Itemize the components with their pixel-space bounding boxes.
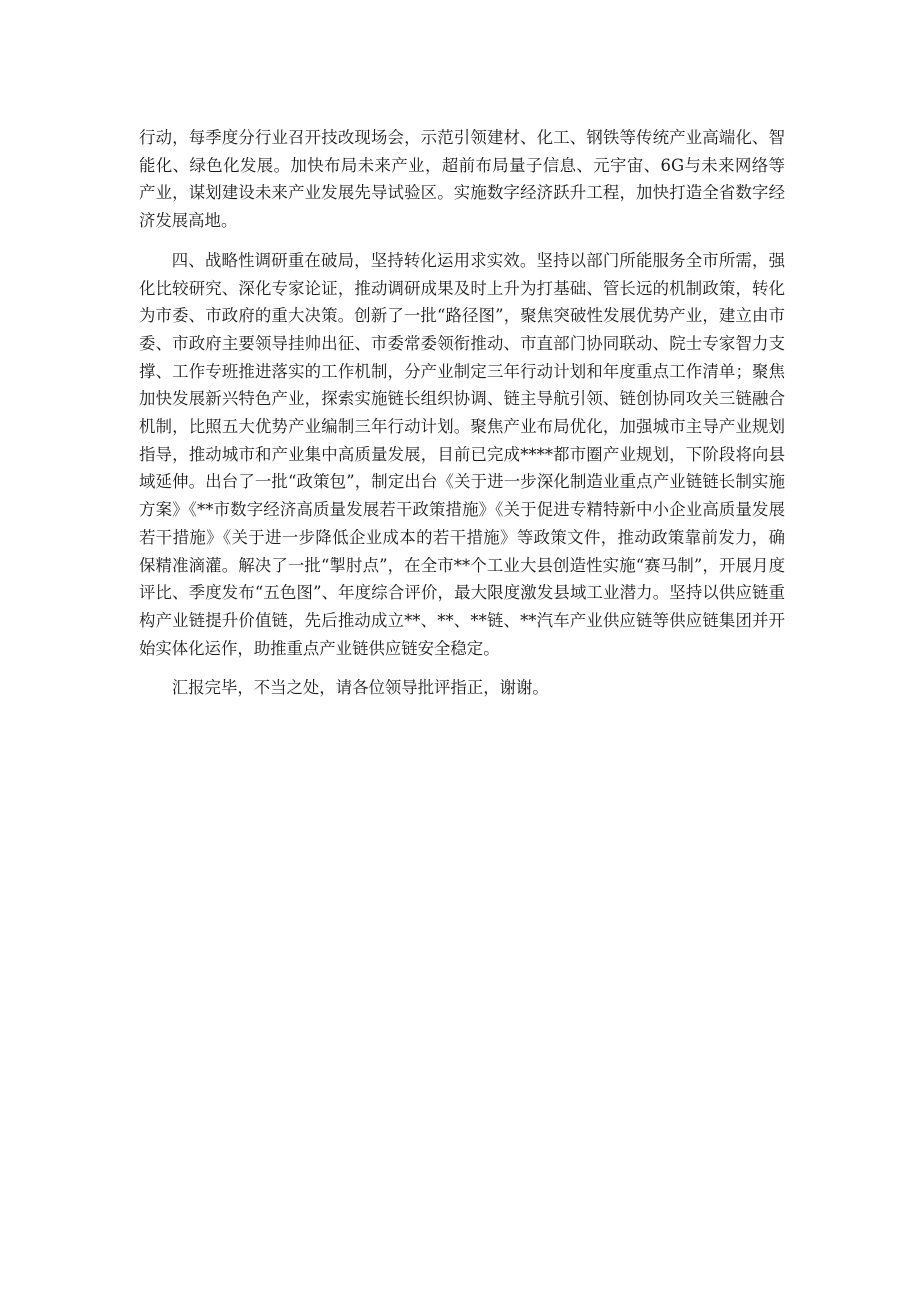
document-page [139, 124, 785, 714]
paragraph-closing: 汇报完毕，不当之处，请各位领导批评指正，谢谢。 [171, 678, 549, 698]
paragraph-continuation: 行动，每季度分行业召开技改现场会，示范引领建材、化工、钢铁等传统产业高端化、智能化、绿色化发展。加快布局未来产业，超前布局量子信息、元宇宙、6G与未来网络等产业，谋划建设未来产业发展先导试验区。实施数字经济跃升工程，加快打造全省数字经济发展高地。 [139, 128, 785, 231]
paragraph-section-four: 四、战略性调研重在破局，坚持转化运用求实效。坚持以部门所能服务全市所需，强化比较研究、深化专家论证，推动调研成果及时上升为打基础、管长远的机制政策，转化为市委、市政府的重大决策。创新了一批“路径图”，聚焦突破性发展优势产业，建立由市委、市政府主要领导挂帅出征、市委常委领衔推动、市直部门协同联动、院士专家智力支撑、工作专班推进落实的工作机制，分产业制定三年行动计划和年度重点工作清单；聚焦加快发展新兴特色产业，探索实施链长组织协调、链主导航引领、链创协同攻关三链融合机制，比照五大优势产业编制三年行动计划。聚焦产业布局优化，加强城市主导产业规划指导，推动城市和产业集中高质量发展，目前已完成****都市圈产业规划，下阶段将向县域延伸。出台了一批“政策包”，制定出台《关于进一步深化制造业重点产业链链长制实施方案》《**市数字经济高质量发展若干政策措施》《关于促进专精特新中小企业高质量发展若干措施》《关于进一步降低企业成本的若干措施》等政策文件，推动政策靠前发力，确保精准滴灌。解决了一批“掣肘点”，在全市**个工业大县创造性实施“赛马制”，开展月度评比、季度发布“五色图”、年度综合评价，最大限度激发县域工业潜力。坚持以供应链重构产业链提升价值链，先后推动成立**、**、**链、**汽车产业供应链等供应链集团并开始实体化运作，助推重点产业链供应链安全稳定。 [139, 250, 785, 658]
